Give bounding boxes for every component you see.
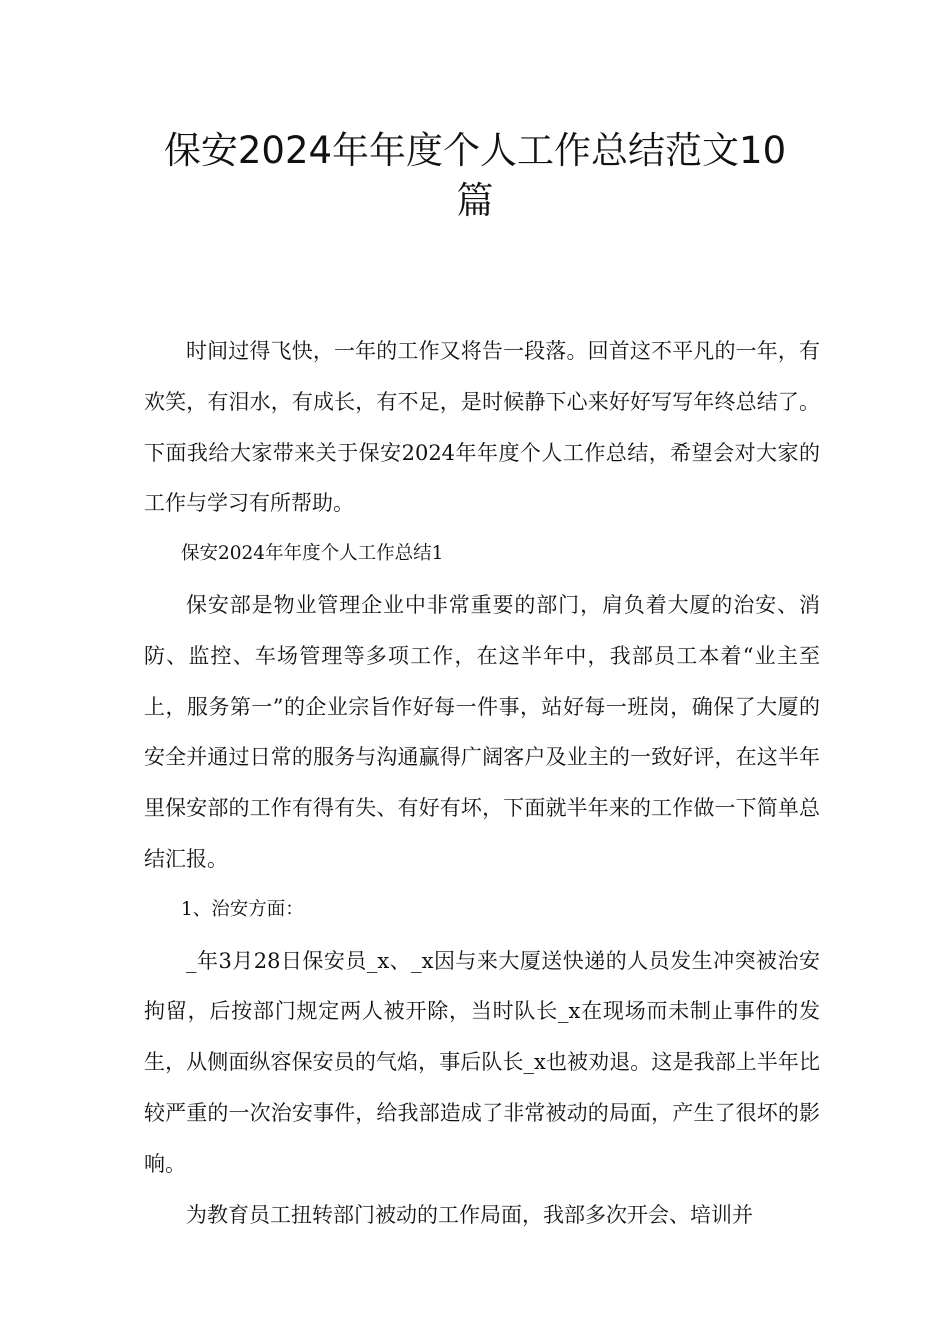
intro-paragraph: 时间过得飞快，一年的工作又将告一段落。回首这不平凡的一年，有欢笑，有泪水，有成长，有不足，是时候静下心来好好写写年终总结了。下面我给大家带来关于保安2024年年度个人工作总结，希望会对大家的工作与学习有所帮助。 [144,339,820,516]
document-body [144,326,820,1240]
body-paragraph: _年3月28日保安员_x、_x因与来大厦送快递的人员发生冲突被治安拘留，后按部门规定两人被开除，当时队长_x在现场而未制止事件的发生，从侧面纵容保安员的气焰，事后队长_x也被劝退。这是我部上半年比较严重的一次治安事件，给我部造成了非常被动的局面，产生了很坏的影响。 [144,948,820,1176]
section-heading: 保安2024年年度个人工作总结1 [181,543,444,565]
body-paragraph: 保安部是物业管理企业中非常重要的部门，肩负着大厦的治安、消防、监控、车场管理等多项工作，在这半年中，我部员工本着“业主至上，服务第一”的企业宗旨作好每一件事，站好每一班岗，确保了大厦的安全并通过日常的服务与沟通赢得广阔客户及业主的一致好评，在这半年里保安部的工作有得有失、有好有坏，下面就半年来的工作做一下简单总结汇报。 [144,592,820,871]
document-title: 保安2024年年度个人工作总结范文10篇 [163,129,787,222]
body-paragraph: 为教育员工扭转部门被动的工作局面，我部多次开会、培训并 [186,1202,753,1227]
subsection-heading: 1、治安方面： [181,898,304,920]
